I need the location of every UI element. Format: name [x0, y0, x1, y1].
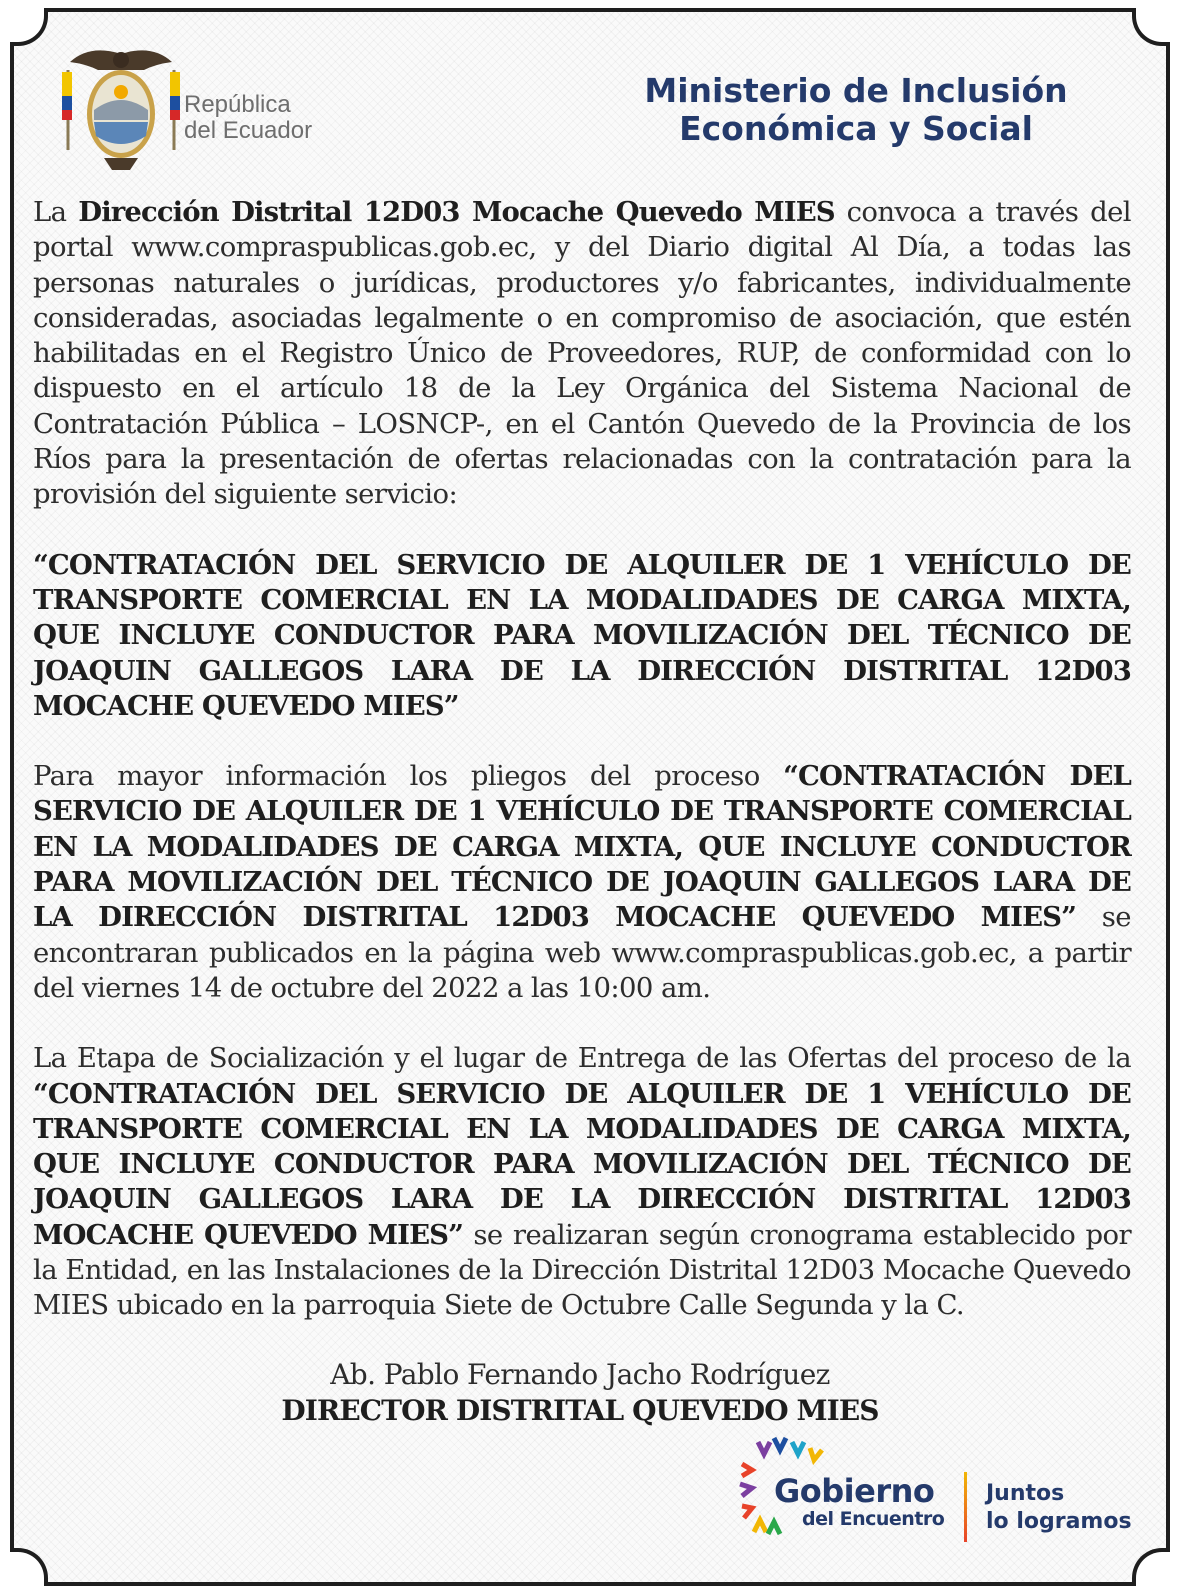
info-paragraph: Para mayor información los pliegos del proceso “CONTRATACIÓN DEL SERVICIO DE ALQUILER DE 1 VEHÍCULO DE TRANSPORTE COMERCIAL EN LA MODALIDADES DE CARGA MIXTA, QUE INCLUYE CONDUCTOR PARA MOVILIZACIÓN DEL TÉCNICO DE JOAQUIN GALLEGOS LARA DE LA DIRECCIÓN DISTRITAL 12D03 MOCACHE QUEVEDO MIES” se encontraran publicados en la página web www.compraspublicas.gob.ec, a partir del viernes 14 de octubre del 2022 a las 10:00 am. — [33, 760, 1131, 1004]
signatory-role: DIRECTOR DISTRITAL QUEVEDO MIES — [281, 1394, 879, 1427]
gobierno-logo — [738, 1436, 1158, 1566]
slogan-line-2: lo logramos — [986, 1509, 1132, 1534]
signature-block — [180, 1357, 980, 1429]
signatory-name: Ab. Pablo Fernando Jacho Rodríguez — [330, 1358, 830, 1391]
republica-logo — [60, 40, 380, 180]
frame-corner — [10, 8, 48, 46]
frame-corner — [1132, 8, 1170, 46]
republica-wordmark — [184, 92, 312, 144]
slogan-line-1: Juntos — [986, 1481, 1065, 1506]
ministry-line-2: Económica y Social — [679, 109, 1033, 148]
ministry-title — [596, 72, 1116, 148]
process-title-inline: “CONTRATACIÓN DEL SERVICIO DE ALQUILER DE 1 VEHÍCULO DE TRANSPORTE COMERCIAL EN LA MODALIDADES DE CARGA MIXTA, QUE INCLUYE CONDUCTOR PARA MOVILIZACIÓN DEL TÉCNICO DE JOAQUIN GALLEGOS LARA DE LA DIRECCIÓN DISTRITAL 12D03 MOCACHE QUEVEDO MIES” — [33, 760, 1131, 934]
country-line-1: República — [184, 91, 291, 118]
coat-of-arms-icon — [60, 40, 182, 176]
process-title: “CONTRATACIÓN DEL SERVICIO DE ALQUILER DE 1 VEHÍCULO DE TRANSPORTE COMERCIAL EN LA MODALIDADES DE CARGA MIXTA, QUE INCLUYE CONDUCTOR PARA MOVILIZACIÓN DEL TÉCNICO DE JOAQUIN GALLEGOS LARA DE LA DIRECCIÓN DISTRITAL 12D03 MOCACHE QUEVEDO MIES” — [33, 548, 1131, 722]
gobierno-wordmark: Gobierno — [774, 1472, 935, 1510]
slogan — [986, 1480, 1132, 1536]
gobierno-subtitle: del Encuentro — [802, 1508, 945, 1530]
socialization-paragraph: La Etapa de Socialización y el lugar de Entrega de las Ofertas del proceso de la “CONTRATACIÓN DEL SERVICIO DE ALQUILER DE 1 VEHÍCULO DE TRANSPORTE COMERCIAL EN LA MODALIDADES DE CARGA MIXTA, QUE INCLUYE CONDUCTOR PARA MOVILIZACIÓN DEL TÉCNICO DE JOAQUIN GALLEGOS LARA DE LA DIRECCIÓN DISTRITAL 12D03 MOCACHE QUEVEDO MIES” se realizaran según cronograma establecido por la Entidad, en las Instalaciones de la Dirección Distrital 12D03 Mocache Quevedo MIES ubicado en la parroquia Siete de Octubre Calle Segunda y la C. — [33, 1042, 1132, 1322]
ministry-line-1: Ministerio de Inclusión — [644, 71, 1068, 110]
country-line-2: del Ecuador — [184, 117, 313, 144]
announcement-body — [33, 195, 1131, 1324]
frame-corner — [10, 1548, 48, 1586]
entity-name: Dirección Distrital 12D03 Mocache Quevedo MIES — [78, 196, 835, 228]
logo-divider — [964, 1472, 967, 1542]
intro-paragraph: La Dirección Distrital 12D03 Mocache Quevedo MIES convoca a través del portal www.compraspublicas.gob.ec, y del Diario digital Al Día, a todas las personas naturales o jurídicas, productores y/o fabricantes, individualmente consideradas, asociadas legalmente o en compromiso de asociación, que estén habilitadas en el Registro Único de Proveedores, RUP, de conformidad con lo dispuesto en el artículo 18 de la Ley Orgánica del Sistema Nacional de Contratación Pública – LOSNCP-, en el Cantón Quevedo de la Provincia de los Ríos para la presentación de ofertas relacionadas con la contratación para la provisión del siguiente servicio: — [33, 196, 1131, 511]
process-title-inline: “CONTRATACIÓN DEL SERVICIO DE ALQUILER DE 1 VEHÍCULO DE TRANSPORTE COMERCIAL EN LA MODALIDADES DE CARGA MIXTA, QUE INCLUYE CONDUCTOR PARA MOVILIZACIÓN DEL TÉCNICO DE JOAQUIN GALLEGOS LARA DE LA DIRECCIÓN DISTRITAL 12D03 MOCACHE QUEVEDO MIES” — [33, 1077, 1131, 1251]
